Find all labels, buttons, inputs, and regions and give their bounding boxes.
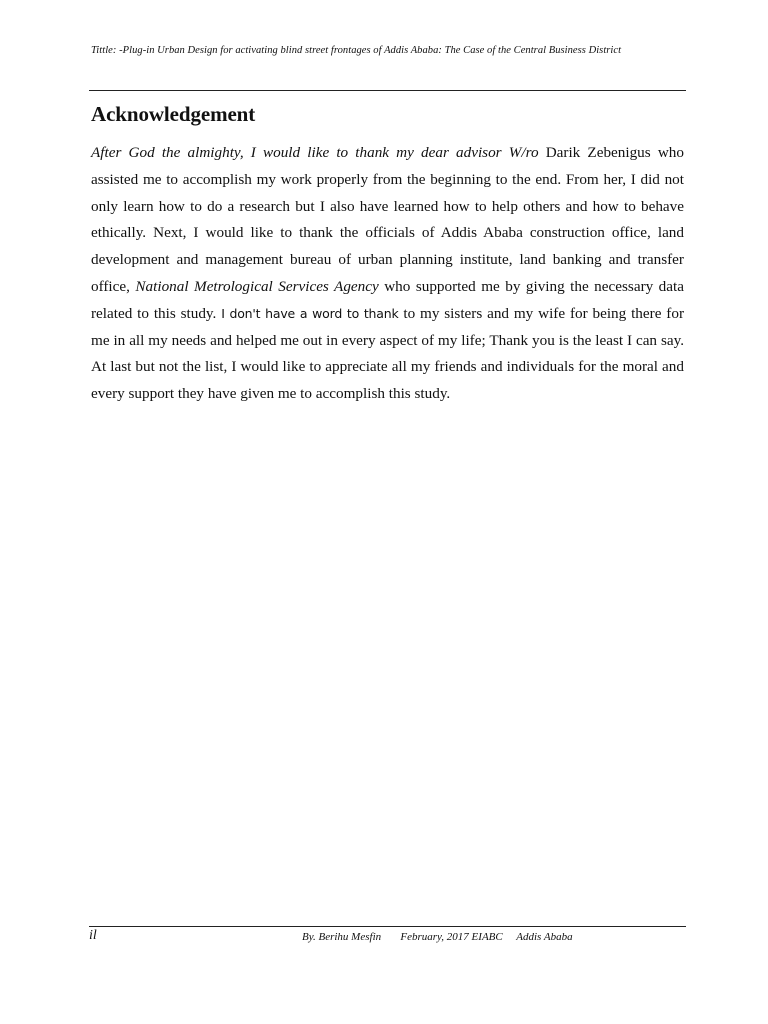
italic-agency-name: National Metrological Services Agency xyxy=(135,277,379,295)
section-heading: Acknowledgement xyxy=(91,102,256,126)
paragraph-text-2: who supported me by giving the necessary data related to this study. xyxy=(91,277,684,322)
acknowledgement-paragraph xyxy=(91,140,684,408)
italic-intro-text: After God the almighty, I would like to thank my dear advisor W/ro xyxy=(91,144,539,161)
alt-font-phrase: I don't have a word to thank xyxy=(221,305,399,321)
paragraph-text-3: to my sisters and my wife for being there for me in all my needs and helped me out in every aspect of my life; Thank you is the least I can say. At last but not the list, I would like to appreciate all my friends and individuals for the moral and every support they have given me to accomplish this study. xyxy=(91,304,684,403)
header-divider xyxy=(89,90,686,91)
footer-divider xyxy=(89,926,686,927)
footer-page-number: il xyxy=(89,928,97,943)
footer-credit: By. Berihu Mesfin February, 2017 EIABC Addis Ababa xyxy=(302,931,573,943)
running-header-title: Tittle: -Plug-in Urban Design for activating blind street frontages of Addis Ababa: The Case of the Central Business District xyxy=(91,45,622,56)
paragraph-text-1: Darik Zebenigus who assisted me to accomplish my work properly from the beginning to the end. From her, I did not only learn how to do a research but I also have learned how to help others and how to behave ethically. Next, I would like to thank the officials of Addis Ababa construction office, land development and management bureau of urban planning institute, land banking and transfer office, xyxy=(91,144,684,295)
